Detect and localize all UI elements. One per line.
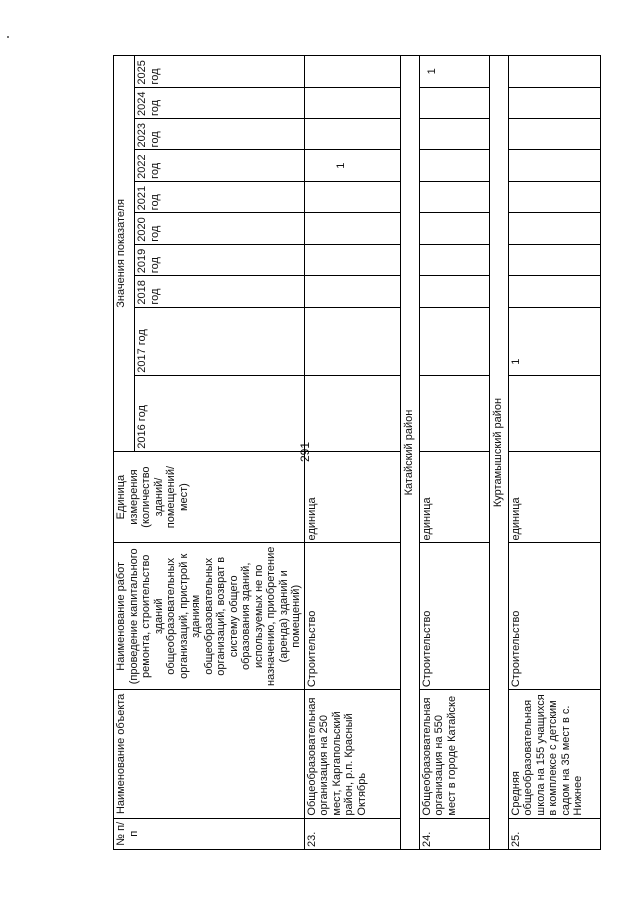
table-row-25 [508, 56, 600, 850]
row-unit: единица [304, 451, 400, 543]
row-num: 25. [508, 818, 600, 849]
header-values-group: Значения показателя [114, 56, 135, 452]
row-object: Общеобразовательная организация на 250 мест, Каргапольский район, р.п. Красный Октябрь [304, 690, 400, 818]
row-num: 24. [419, 818, 489, 849]
header-unit: Единица измерения (количество зданий/ помещений/ мест) [114, 451, 305, 543]
value-cell [304, 307, 400, 375]
value-cell: 1 [304, 150, 400, 181]
value-cell: 1 [508, 307, 600, 375]
year-header: 2024 год [135, 87, 305, 118]
value-cell [304, 276, 400, 307]
value-cell [419, 276, 489, 307]
year-header: 2018 год [135, 276, 305, 307]
table-row-23 [304, 56, 400, 850]
header-object-name: Наименование объекта [114, 690, 305, 818]
value-cell [508, 119, 600, 150]
district-row-kataisky [400, 56, 419, 850]
value-cell [508, 375, 600, 451]
row-object: Общеобразовательная организация на 550 мест в городе Катайске [419, 690, 489, 818]
year-header: 2019 год [135, 244, 305, 275]
row-work: Строительство [508, 543, 600, 690]
header-work-type: Наименование работ (проведение капитального ремонта, строительство зданий общеобразовательных организаций, пристрой к зданиям общеобразовательных организаций, возврат в систему общего образования зданий, используемых не по назначению, приобретение (аренда) зданий и помещений) [114, 543, 305, 690]
district-label: Куртамышский район [489, 56, 508, 850]
header-num: № п/п [114, 818, 305, 849]
value-cell [419, 213, 489, 244]
value-cell [419, 375, 489, 451]
row-object: Средняя общеобразовательная школа на 155 учащихся в комплексе с детским садом на 35 мест в с. Нижнее [508, 690, 600, 818]
value-cell: 1 [419, 56, 489, 88]
value-cell [419, 307, 489, 375]
year-header: 2016 год [135, 375, 305, 451]
value-cell [304, 119, 400, 150]
value-cell [508, 244, 600, 275]
year-header: 2023 год [135, 119, 305, 150]
year-header: 2017 год [135, 307, 305, 375]
year-header: 2020 год [135, 213, 305, 244]
value-cell [304, 375, 400, 451]
page-number: 291 [298, 441, 312, 463]
row-unit: единица [419, 451, 489, 543]
value-cell [508, 213, 600, 244]
year-header: 2021 год [135, 181, 305, 212]
value-cell [508, 56, 600, 88]
scan-speck [7, 36, 9, 38]
value-cell [304, 213, 400, 244]
value-cell [304, 87, 400, 118]
value-cell [419, 150, 489, 181]
header-row [114, 56, 135, 850]
value-cell [508, 87, 600, 118]
value-cell [508, 181, 600, 212]
row-unit: единица [508, 451, 600, 543]
value-cell [508, 150, 600, 181]
district-label: Катайский район [400, 56, 419, 850]
district-row-kurtamyshsky [489, 56, 508, 850]
value-cell [508, 276, 600, 307]
year-header: 2022 год [135, 150, 305, 181]
table-row-24 [419, 56, 489, 850]
row-num: 23. [304, 818, 400, 849]
row-work: Строительство [304, 543, 400, 690]
row-work: Строительство [419, 543, 489, 690]
indicator-table [113, 55, 584, 850]
value-cell [304, 181, 400, 212]
value-cell [304, 244, 400, 275]
value-cell [304, 56, 400, 88]
value-cell [419, 181, 489, 212]
year-header: 2025 год [135, 56, 305, 88]
value-cell [419, 244, 489, 275]
value-cell [419, 119, 489, 150]
value-cell [419, 87, 489, 118]
